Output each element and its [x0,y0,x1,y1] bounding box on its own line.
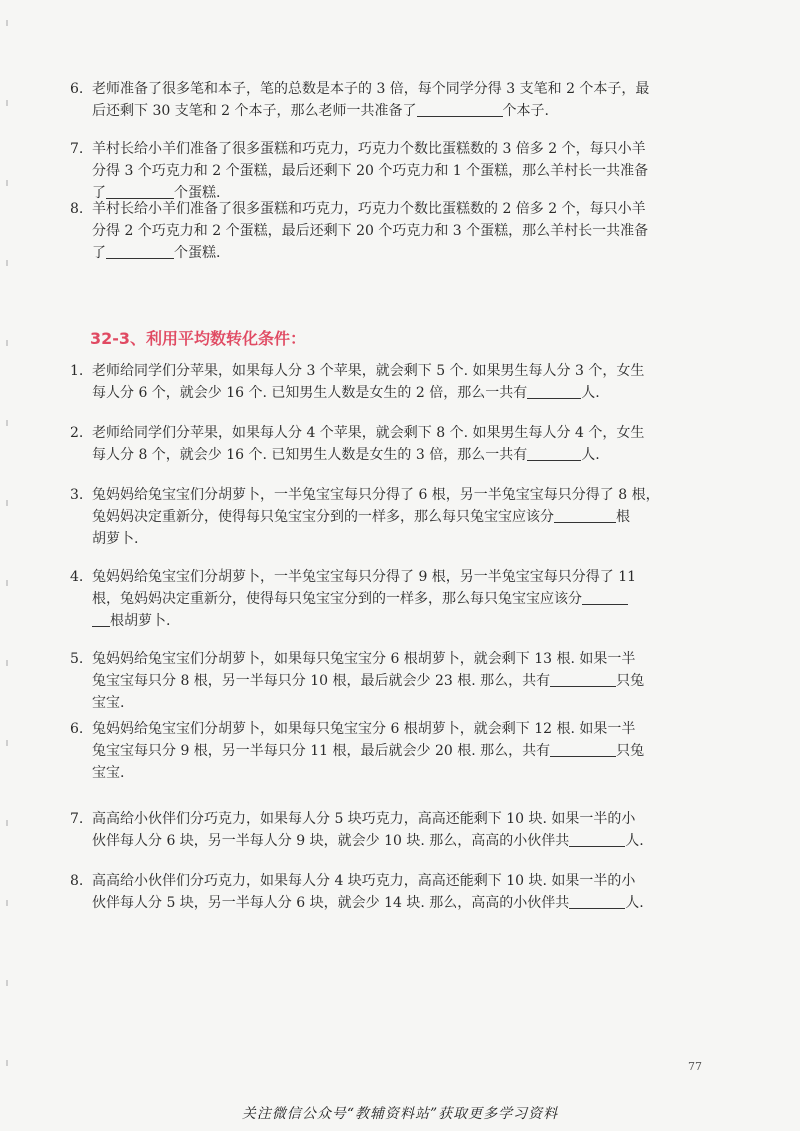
problem-text-line2: 伙伴每人分 6 块，另一半每人分 9 块，就会少 10 块. 那么，高高的小伙伴共 [92,833,570,849]
problem-number: 8. [70,873,84,889]
problem-text-suffix: 个蛋糕. [174,185,221,201]
problem-number: 1. [70,363,84,379]
problem-text-suffix: 只兔 [616,743,645,759]
problem-text-line1: 羊村长给小羊们准备了很多蛋糕和巧克力，巧克力个数比蛋糕数的 3 倍多 2 个，每只小羊 [92,141,646,157]
problem-text-line3: 宝宝. [92,765,125,781]
answer-blank[interactable] [554,508,616,523]
answer-blank[interactable] [550,672,616,687]
problem-text-line1: 老师给同学们分苹果，如果每人分 4 个苹果，就会剩下 8 个. 如果男生每人分 4 个，女生 [92,425,645,441]
section-heading: 32-3、利用平均数转化条件： [90,329,307,348]
problem-number: 6. [70,81,84,97]
problem-number: 5. [70,651,84,667]
problem-number: 7. [70,141,84,157]
problem-text-line1: 老师准备了很多笔和本子，笔的总数是本子的 3 倍，每个同学分得 3 支笔和 2 个本子，最 [92,81,650,97]
problem-text-suffix: 只兔 [616,673,645,689]
problem-number: 3. [70,487,84,503]
binding-edge-marks [6,20,8,1071]
answer-blank[interactable] [106,184,174,199]
answer-blank[interactable] [417,102,503,117]
problem-text-line2: 兔宝宝每只分 9 根，另一半每只分 11 根，最后就会少 20 根. 那么，共有 [92,743,551,759]
problem-text-line2: 伙伴每人分 5 块，另一半每人分 6 块，就会少 14 块. 那么，高高的小伙伴共 [92,895,570,911]
problem-text-suffix: 根 [616,509,630,525]
problem-a6 [70,78,720,122]
problem-text-line3: 根胡萝卜. [110,613,171,629]
problem-text-suffix: 人. [625,833,644,849]
problem-number: 6. [70,721,84,737]
answer-blank[interactable] [582,590,628,605]
problem-text-line2: 每人分 8 个，就会少 16 个. 已知男生人数是女生的 3 倍，那么一共有 [92,447,528,463]
problem-text-line3: 宝宝. [92,695,125,711]
problem-b2 [70,422,720,466]
problem-text-line1: 高高给小伙伴们分巧克力，如果每人分 5 块巧克力，高高还能剩下 10 块. 如果一半的小 [92,811,636,827]
answer-blank-continued[interactable] [92,612,110,627]
problem-text-line1: 老师给同学们分苹果，如果每人分 3 个苹果，就会剩下 5 个. 如果男生每人分 3 个，女生 [92,363,645,379]
problem-text-line2: 兔妈妈决定重新分，使得每只兔宝宝分到的一样多，那么每只兔宝宝应该分 [92,509,554,525]
problem-text-line1: 兔妈妈给兔宝宝们分胡萝卜，如果每只兔宝宝分 6 根胡萝卜，就会剩下 13 根. 如果一半 [92,651,636,667]
problem-b4 [70,566,720,632]
answer-blank[interactable] [550,742,616,757]
problem-number: 7. [70,811,84,827]
problem-b3 [70,484,720,550]
problem-b5 [70,648,720,714]
problem-text-line2: 每人分 6 个，就会少 16 个. 已知男生人数是女生的 2 倍，那么一共有 [92,385,528,401]
problem-text-line2: 分得 2 个巧克力和 2 个蛋糕，最后还剩下 20 个巧克力和 3 个蛋糕，那么羊村长一共准备 [92,223,649,239]
problem-text-line2: 兔宝宝每只分 8 根，另一半每只分 10 根，最后就会少 23 根. 那么，共有 [92,673,551,689]
problem-b6 [70,718,720,784]
answer-blank[interactable] [569,894,625,909]
problem-number: 4. [70,569,84,585]
problem-text-suffix: 人. [581,385,600,401]
problem-text-line2: 后还剩下 30 支笔和 2 个本子，那么老师一共准备了 [92,103,417,119]
problem-b8 [70,870,720,914]
footer-note: 关注微信公众号“教辅资料站”获取更多学习资料 [241,1106,559,1122]
problem-text-suffix: 人. [581,447,600,463]
answer-blank[interactable] [527,446,581,461]
problem-text-line2: 分得 3 个巧克力和 2 个蛋糕，最后还剩下 20 个巧克力和 1 个蛋糕，那么羊村长一共准备 [92,163,649,179]
problem-b1 [70,360,720,404]
problem-a8 [70,198,720,264]
problem-text-line1: 羊村长给小羊们准备了很多蛋糕和巧克力，巧克力个数比蛋糕数的 2 倍多 2 个，每只小羊 [92,201,646,217]
problem-text-line1: 兔妈妈给兔宝宝们分胡萝卜，一半兔宝宝每只分得了 6 根，另一半兔宝宝每只分得了 8 根， [92,487,660,503]
problem-a7 [70,138,720,204]
problem-text-line2: 根，兔妈妈决定重新分，使得每只兔宝宝分到的一样多，那么每只兔宝宝应该分 [92,591,582,607]
answer-blank[interactable] [106,244,174,259]
problem-number: 8. [70,201,84,217]
answer-blank[interactable] [527,384,581,399]
problem-text-suffix: 个本子. [502,103,549,119]
problem-text-line3: 了 [92,245,106,261]
problem-text-line3: 了 [92,185,106,201]
problem-text-line1: 兔妈妈给兔宝宝们分胡萝卜，如果每只兔宝宝分 6 根胡萝卜，就会剩下 12 根. 如果一半 [92,721,636,737]
answer-blank[interactable] [569,832,625,847]
problem-text-suffix: 人. [625,895,644,911]
problem-text-suffix: 个蛋糕. [174,245,221,261]
page-number: 77 [688,1060,702,1073]
problem-text-line1: 兔妈妈给兔宝宝们分胡萝卜，一半兔宝宝每只分得了 9 根，另一半兔宝宝每只分得了 11 [92,569,637,585]
problem-text-line3: 胡萝卜. [92,531,139,547]
problem-b7 [70,808,720,852]
problem-number: 2. [70,425,84,441]
problem-text-line1: 高高给小伙伴们分巧克力，如果每人分 4 块巧克力，高高还能剩下 10 块. 如果一半的小 [92,873,636,889]
